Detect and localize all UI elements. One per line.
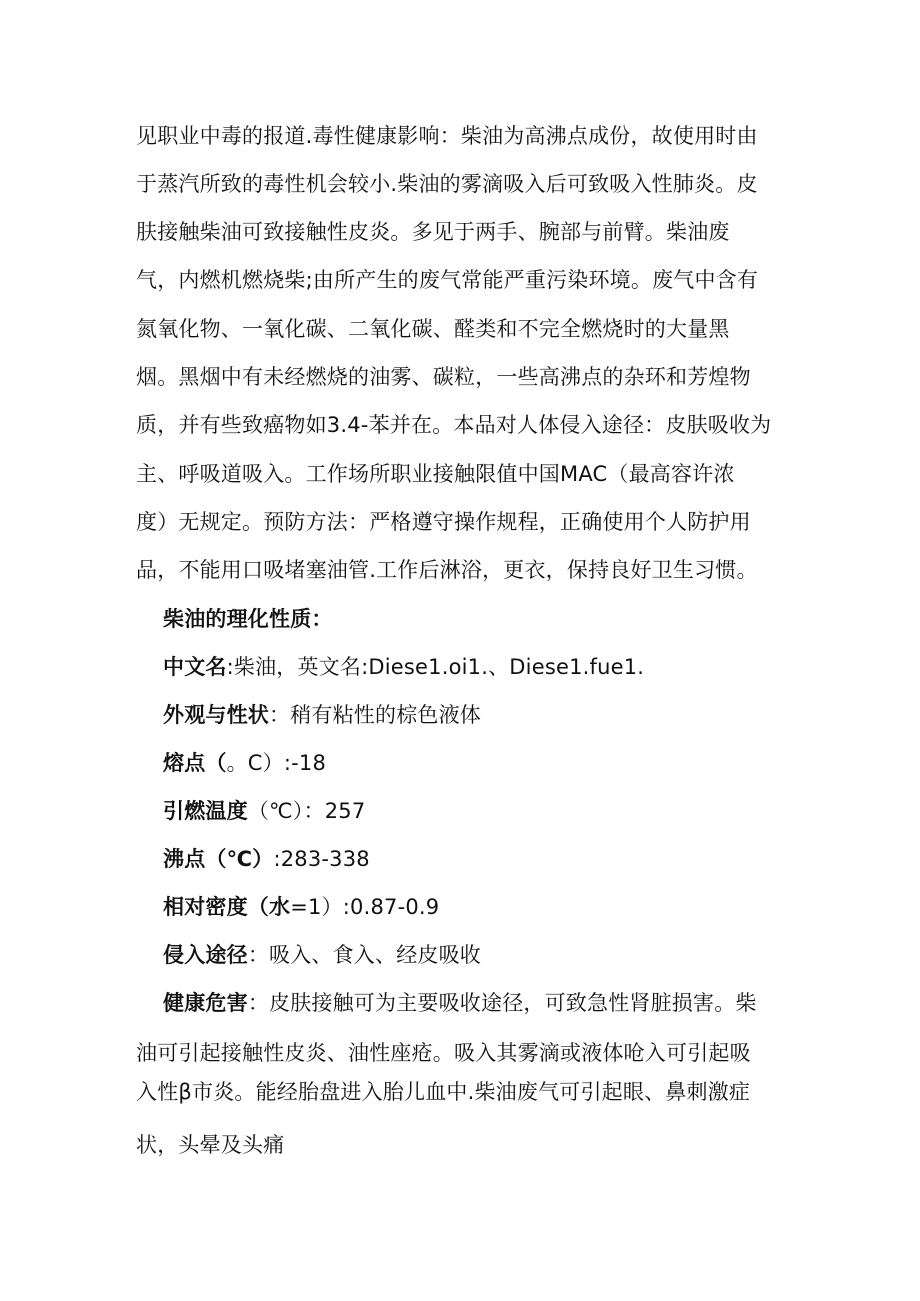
- property-routes: [163, 940, 481, 970]
- property-label: 引燃温度: [163, 799, 248, 823]
- property-label: 侵入途径: [163, 943, 248, 967]
- property-name: [163, 652, 644, 682]
- property-label: 沸点（℃）: [163, 847, 274, 871]
- property-value: ：稍有粘性的棕色液体: [269, 703, 481, 727]
- paragraph-line: 烟。黑烟中有未经燃烧的油雾、碳粒，一些高沸点的杂环和芳煌物: [136, 365, 751, 389]
- paragraph-line: 气，内燃机燃烧柴;由所产生的废气常能严重污染环境。废气中含有: [136, 268, 759, 292]
- property-label: 相对密度（水: [163, 895, 291, 919]
- property-value: :283-338: [273, 847, 370, 871]
- property-ignition-temp: [163, 796, 365, 826]
- paragraph-line: 于蒸汽所致的毒性机会较小.柴油的雾滴吸入后可致吸入性肺炎。皮: [136, 172, 758, 196]
- health-hazard-line: [163, 988, 757, 1018]
- paragraph-line: 度）无规定。预防方法：严格遵守操作规程，正确使用个人防护用: [136, 510, 751, 534]
- property-value: =1）:0.87-0.9: [290, 895, 440, 919]
- paragraph-line: 氮氧化物、一氧化碳、二氧化碳、醛类和不完全燃烧时的大量黑: [136, 317, 730, 341]
- paragraph-line: 品，不能用口吸堵塞油管.工作后淋浴，更衣，保持良好卫生习惯。: [136, 558, 758, 582]
- paragraph-line: 主、呼吸道吸入。工作场所职业接触限值中国MAC（最高容许浓: [136, 462, 735, 486]
- section-heading: 柴油的理化性质：: [163, 607, 333, 631]
- health-hazard-line: 状，头晕及头痛: [136, 1133, 285, 1157]
- property-value: ：吸入、食入、经皮吸收: [247, 943, 482, 967]
- property-appearance: [163, 700, 481, 730]
- paragraph-line: 见职业中毒的报道.毒性健康影响：柴油为高沸点成份，故使用时由: [136, 124, 758, 148]
- property-boiling-point: [163, 844, 370, 874]
- property-density: [163, 892, 439, 922]
- property-value: 。C）:-18: [226, 751, 327, 775]
- property-melting-point: [163, 748, 326, 778]
- health-hazard-label: 健康危害: [163, 991, 248, 1015]
- paragraph-line: 质，并有些致癌物如3.4-苯并在。本品对人体侵入途径：皮肤吸收为: [136, 413, 772, 437]
- health-hazard-line: 油可引起接触性皮炎、油性座疮。吸入其雾滴或液体呛入可引起吸: [136, 1041, 751, 1065]
- property-label: 熔点（: [163, 751, 227, 775]
- property-value: （℃）：257: [247, 799, 366, 823]
- property-label: 中文名: [163, 655, 227, 679]
- health-hazard-text: ：皮肤接触可为主要吸收途径，可致急性肾脏损害。柴: [247, 991, 757, 1015]
- property-label: 外观与性状: [163, 703, 269, 727]
- paragraph-line: 肤接触柴油可致接触性皮炎。多见于两手、腕部与前臂。柴油废: [136, 220, 730, 244]
- health-hazard-line: 入性β市炎。能经胎盘进入胎儿血中.柴油废气可引起眼、鼻刺激症: [136, 1080, 751, 1104]
- property-value: :柴油，英文名:Diese1.oi1.、Diese1.fue1.: [226, 655, 645, 679]
